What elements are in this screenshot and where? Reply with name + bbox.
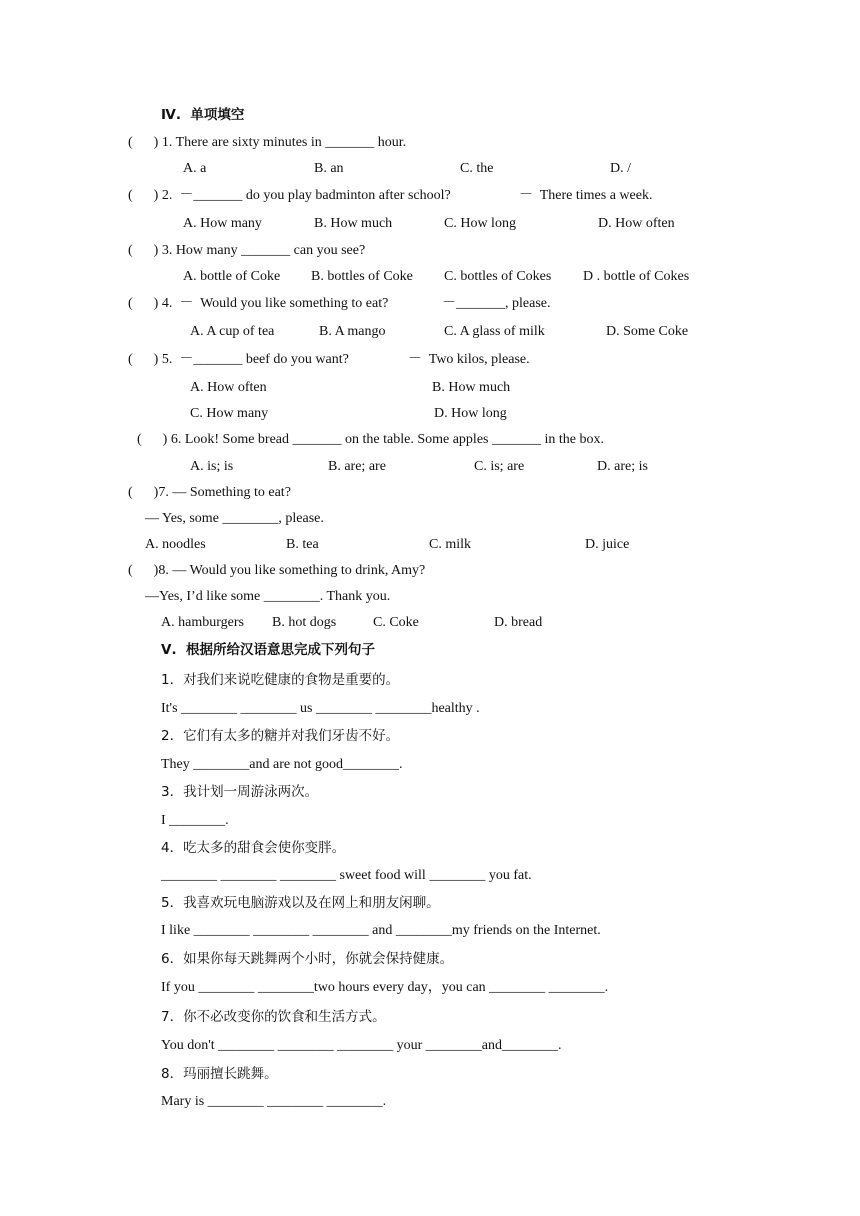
q4-option-d: D. Some Coke [606,324,689,339]
q3-option-a: A. bottle of Coke [183,269,281,284]
question-7-stem: ( )7. — Something to eat? [128,485,291,500]
q8-option-c: C. Coke [373,615,419,630]
translation-2-chinese: 2．它们有太多的糖并对我们牙齿不好。 [161,728,400,744]
q7-option-a: A. noodles [145,537,206,552]
question-8-stem: ( )8. — Would you like something to drink, Amy? [128,563,426,578]
q5-option-b: B. How much [432,380,511,395]
q7-option-b: B. tea [286,537,319,552]
translation-3-chinese: 3．我计划一周游泳两次。 [161,784,319,800]
q2-option-b: B. How much [314,216,393,231]
q6-option-d: D. are; is [597,459,648,474]
q3-option-d: D . bottle of Cokes [583,269,690,284]
q6-option-a: A. is; is [190,459,234,474]
question-2-stem: ( ) 2. －_______ do you play badminton after school? [128,188,451,203]
translation-6-chinese: 6．如果你每天跳舞两个小时，你就会保持健康。 [161,951,454,967]
question-5-reply: － Two kilos, please. [408,352,530,367]
q5-option-d: D. How long [434,406,507,421]
q3-option-c: C. bottles of Cokes [444,269,552,284]
question-5-stem: ( ) 5. －_______ beef do you want? [128,352,349,367]
question-3-text: ( ) 3. How many _______ can you see? [128,243,366,258]
q1-option-b: B. an [314,161,344,176]
q7-option-d: D. juice [585,537,630,552]
question-7-reply: — Yes, some ________, please. [145,511,324,526]
section-5-title: Ⅴ. 根据所给汉语意思完成下列句子 [161,642,375,658]
translation-4-chinese: 4．吃太多的甜食会使你变胖。 [161,840,346,856]
q2-option-a: A. How many [183,216,262,231]
question-8-reply: —Yes, I’d like some ________. Thank you. [145,589,391,604]
translation-2-english: They ________and are not good________. [161,757,403,772]
translation-8-english: Mary is ________ ________ ________. [161,1094,387,1109]
question-2-reply: － There times a week. [519,188,653,203]
q8-option-b: B. hot dogs [272,615,337,630]
translation-3-english: I ________. [161,813,229,828]
q1-option-a: A. a [183,161,207,176]
q8-option-a: A. hamburgers [161,615,244,630]
q1-option-c: C. the [460,161,494,176]
translation-1-english: It's ________ ________ us ________ ________healthy . [161,701,480,716]
q6-option-c: C. is; are [474,459,525,474]
translation-1-chinese: 1．对我们来说吃健康的食物是重要的。 [161,672,400,688]
translation-5-chinese: 5．我喜欢玩电脑游戏以及在网上和朋友闲聊。 [161,895,440,911]
q4-option-b: B. A mango [319,324,386,339]
translation-7-english: You don't ________ ________ ________ your ________and________. [161,1038,562,1053]
question-6-text: ( ) 6. Look! Some bread _______ on the table. Some apples _______ in the box. [137,432,604,447]
q5-option-a: A. How often [190,380,267,395]
translation-5-english: I like ________ ________ ________ and ________my friends on the Internet. [161,923,601,938]
section-4-title: Ⅳ. 单项填空 [161,107,245,123]
q8-option-d: D. bread [494,615,543,630]
translation-7-chinese: 7．你不必改变你的饮食和生活方式。 [161,1009,386,1025]
translation-4-english: ________ ________ ________ sweet food will ________ you fat. [161,868,532,883]
question-4-stem: ( ) 4. － Would you like something to eat? [128,296,389,311]
q1-option-d: D. / [610,161,631,176]
q6-option-b: B. are; are [328,459,386,474]
translation-6-english: If you ________ ________two hours every day，you can ________ ________. [161,980,609,995]
q3-option-b: B. bottles of Coke [311,269,413,284]
question-4-reply: －_______, please. [442,296,551,311]
q4-option-c: C. A glass of milk [444,324,545,339]
q5-option-c: C. How many [190,406,269,421]
q2-option-d: D. How often [598,216,675,231]
question-1-text: ( ) 1. There are sixty minutes in _______ hour. [128,135,407,150]
q4-option-a: A. A cup of tea [190,324,275,339]
translation-8-chinese: 8．玛丽擅长跳舞。 [161,1066,278,1082]
q2-option-c: C. How long [444,216,516,231]
q7-option-c: C. milk [429,537,472,552]
